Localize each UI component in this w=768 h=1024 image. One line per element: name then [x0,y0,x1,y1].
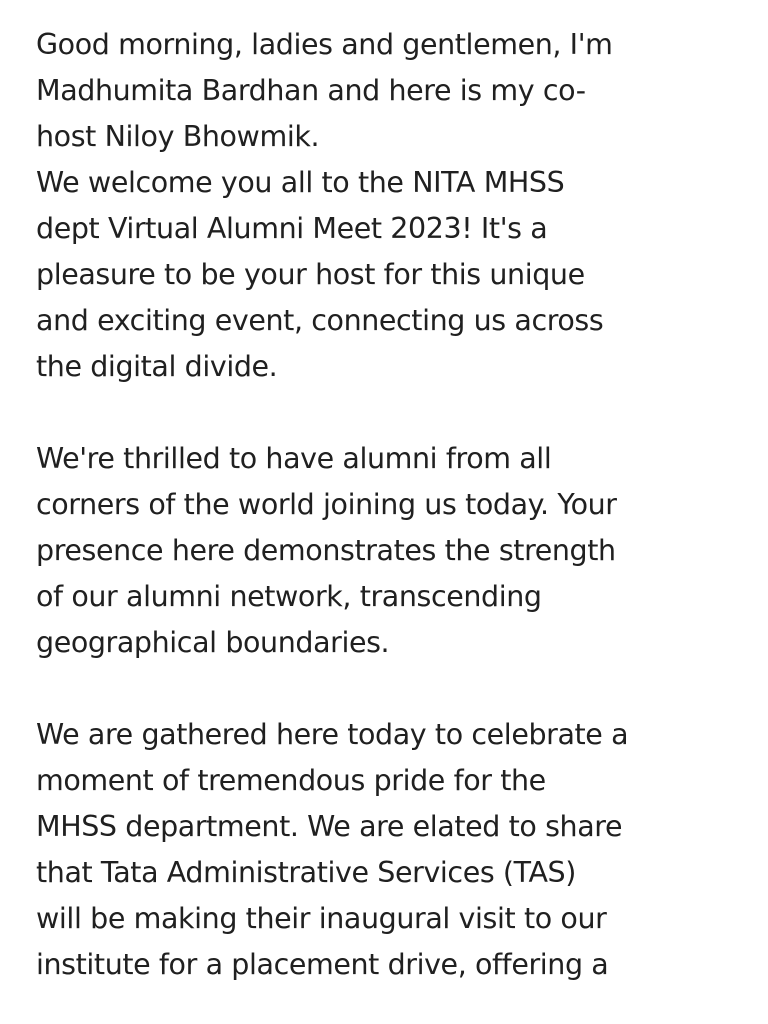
paragraph-welcome [36,22,736,390]
text-line: moment of tremendous pride for the [36,764,546,797]
text-line: corners of the world joining us today. Your [36,488,617,521]
text-line: pleasure to be your host for this unique [36,258,585,291]
text-line: and exciting event, connecting us across [36,304,604,337]
text-line: the digital divide. [36,350,278,383]
text-line: dept Virtual Alumni Meet 2023! It's a [36,212,548,245]
text-line: that Tata Administrative Services (TAS) [36,856,576,889]
paragraph-spacer [36,666,736,712]
text-line: of our alumni network, transcending [36,580,542,613]
text-line: presence here demonstrates the strength [36,534,616,567]
text-line: institute for a placement drive, offering a [36,948,609,981]
paragraph-celebration [36,712,736,988]
text-line: We're thrilled to have alumni from all [36,442,552,475]
text-line: host Niloy Bhowmik. [36,120,320,153]
text-line: We are gathered here today to celebrate a [36,718,629,751]
text-line: Madhumita Bardhan and here is my co- [36,74,586,107]
text-line: MHSS department. We are elated to share [36,810,623,843]
text-line: Good morning, ladies and gentlemen, I'm [36,28,613,61]
document-body [36,22,736,988]
text-line: will be making their inaugural visit to our [36,902,607,935]
text-line: geographical boundaries. [36,626,390,659]
paragraph-alumni [36,436,736,666]
paragraph-spacer [36,390,736,436]
text-line: We welcome you all to the NITA MHSS [36,166,565,199]
